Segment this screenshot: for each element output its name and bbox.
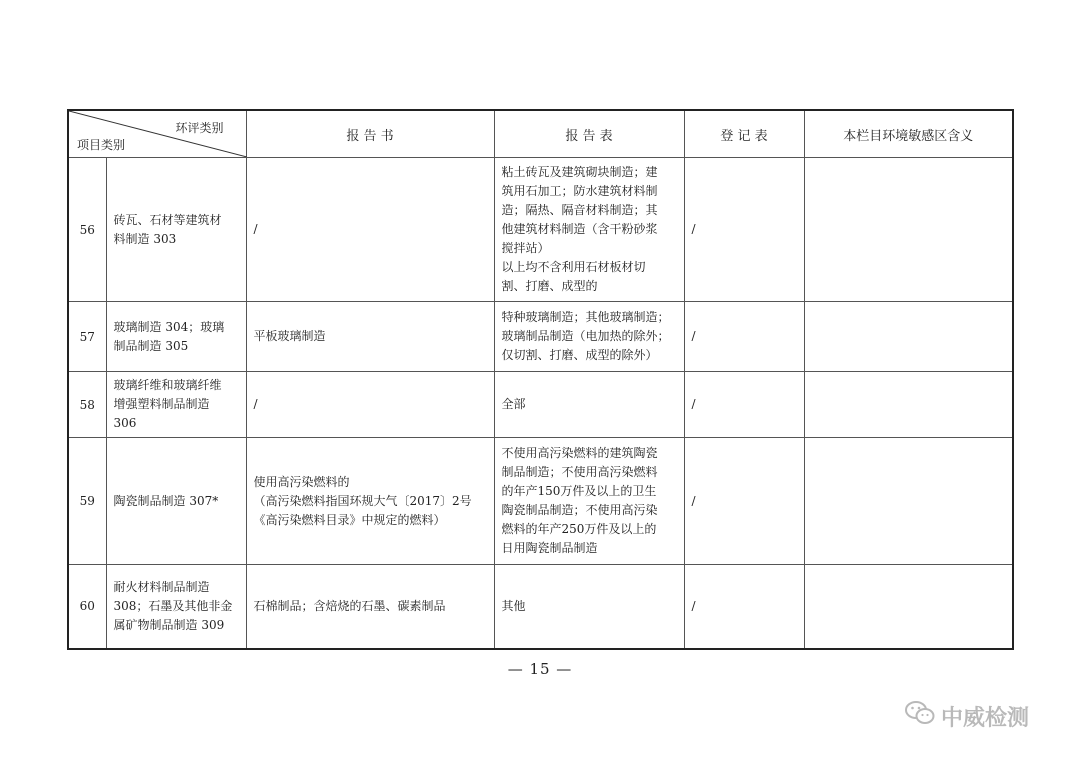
diagonal-header-cell	[68, 110, 246, 158]
row-number: 57	[68, 302, 106, 372]
sensitive-area-cell	[804, 372, 1013, 438]
report-book-cell: /	[246, 372, 494, 438]
sensitive-area-cell	[804, 302, 1013, 372]
project-category: 砖瓦、石材等建筑材 料制造 303	[106, 158, 246, 302]
row-number: 58	[68, 372, 106, 438]
table-row	[68, 372, 1013, 438]
col-header-report-table: 报 告 表	[494, 110, 684, 158]
report-book-cell: 石棉制品；含焙烧的石墨、碳素制品	[246, 565, 494, 649]
report-table-cell: 全部	[494, 372, 684, 438]
table-row	[68, 438, 1013, 565]
report-table-cell: 粘土砖瓦及建筑砌块制造；建 筑用石加工；防水建筑材料制 造；隔热、隔音材料制造；其 他建筑材料制造（含干粉砂浆 搅拌站） 以上均不含利用石材板材切 割、打磨、成型的	[494, 158, 684, 302]
project-category-label: 项目类别	[77, 138, 126, 152]
table-row	[68, 158, 1013, 302]
table-header-row	[68, 110, 1013, 158]
eia-category-label: 环评类别	[175, 121, 224, 135]
register-cell: /	[684, 438, 804, 565]
report-table-cell: 特种玻璃制造；其他玻璃制造； 玻璃制品制造（电加热的除外； 仅切割、打磨、成型的除外）	[494, 302, 684, 372]
watermark	[905, 700, 1029, 732]
wechat-icon	[905, 700, 935, 732]
page-number: — 15 —	[507, 660, 573, 678]
project-category: 陶瓷制品制造 307*	[106, 438, 246, 565]
regulation-table	[67, 109, 1014, 650]
sensitive-area-cell	[804, 565, 1013, 649]
row-number: 60	[68, 565, 106, 649]
watermark-text: 中威检测	[941, 705, 1030, 731]
project-category: 玻璃制造 304；玻璃 制品制造 305	[106, 302, 246, 372]
sensitive-area-cell	[804, 158, 1013, 302]
row-number: 56	[68, 158, 106, 302]
report-table-cell: 不使用高污染燃料的建筑陶瓷 制品制造；不使用高污染燃料 的年产150万件及以上的卫生 陶瓷制品制造；不使用高污染 燃料的年产250万件及以上的 日用陶瓷制品制造	[494, 438, 684, 565]
sensitive-area-cell	[804, 438, 1013, 565]
report-book-cell: /	[246, 158, 494, 302]
register-cell: /	[684, 302, 804, 372]
col-header-sensitive: 本栏目环境敏感区含义	[804, 110, 1013, 158]
report-book-cell: 使用高污染燃料的 （高污染燃料指国环规大气〔2017〕2号 《高污染燃料目录》中规定的燃料）	[246, 438, 494, 565]
col-header-report-book: 报 告 书	[246, 110, 494, 158]
project-category: 玻璃纤维和玻璃纤维 增强塑料制品制造 306	[106, 372, 246, 438]
table-row	[68, 302, 1013, 372]
register-cell: /	[684, 158, 804, 302]
row-number: 59	[68, 438, 106, 565]
register-cell: /	[684, 372, 804, 438]
project-category: 耐火材料制品制造 308；石墨及其他非金 属矿物制品制造 309	[106, 565, 246, 649]
register-cell: /	[684, 565, 804, 649]
report-table-cell: 其他	[494, 565, 684, 649]
table-row	[68, 565, 1013, 649]
report-book-cell: 平板玻璃制造	[246, 302, 494, 372]
col-header-register: 登 记 表	[684, 110, 804, 158]
